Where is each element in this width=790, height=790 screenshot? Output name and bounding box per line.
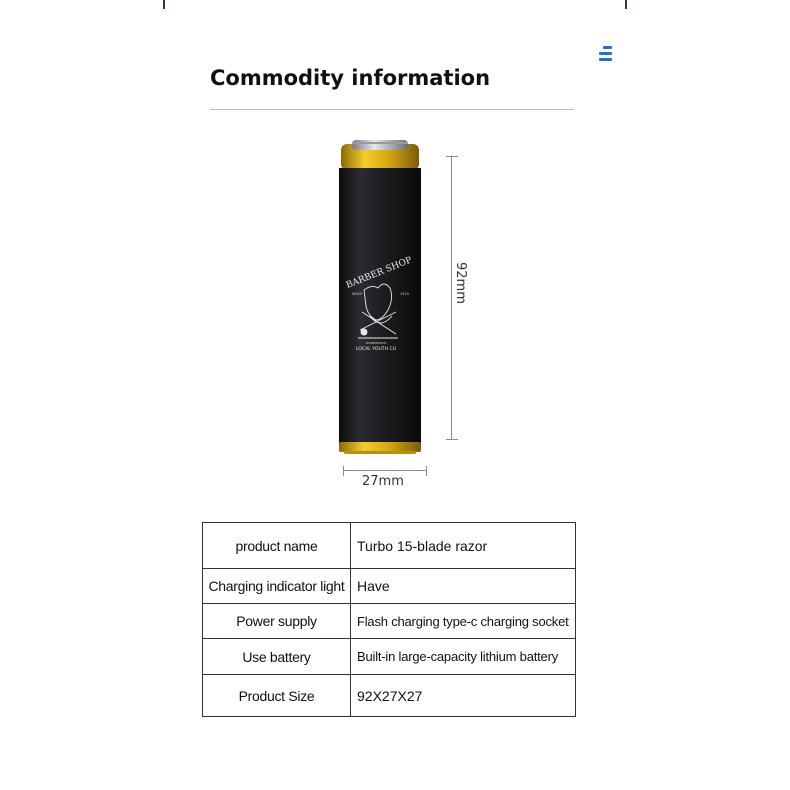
brand-year: 1919 (400, 292, 409, 296)
spec-label: Power supply (203, 604, 351, 639)
height-dimension-label: 92mm (453, 262, 468, 304)
shaver-body (339, 168, 421, 446)
title-divider (210, 109, 574, 110)
spec-label: Use battery (203, 639, 351, 675)
brand-subtext: LOCAL YOUTH CU (355, 347, 397, 352)
table-row (203, 569, 576, 604)
spec-value: Turbo 15-blade razor (351, 523, 576, 569)
brand-since: SINCE (352, 292, 363, 296)
brand-subtext-small: BARBERSHOP (365, 341, 387, 345)
shaver-foil (352, 140, 408, 150)
top-left-tick (163, 0, 165, 9)
table-row (203, 639, 576, 675)
menu-icon[interactable] (599, 46, 612, 62)
width-dimension-label: 27mm (362, 474, 404, 489)
page-title: Commodity information (210, 66, 491, 90)
spec-value: Have (351, 569, 576, 604)
spec-table (202, 522, 576, 717)
table-row (203, 604, 576, 639)
table-row (203, 675, 576, 717)
table-row (203, 523, 576, 569)
spec-value: Flash charging type-c charging socket (351, 604, 576, 639)
spec-value: Built-in large-capacity lithium battery (351, 639, 576, 675)
spec-label: Charging indicator light (203, 569, 351, 604)
top-right-tick (625, 0, 627, 9)
shaver-bottom-cap (339, 442, 421, 452)
product-image (330, 140, 430, 460)
spec-value: 92X27X27 (351, 675, 576, 717)
brand-text: BARBER SHOP (344, 255, 414, 291)
spec-label: product name (203, 523, 351, 569)
spec-label: Product Size (203, 675, 351, 717)
